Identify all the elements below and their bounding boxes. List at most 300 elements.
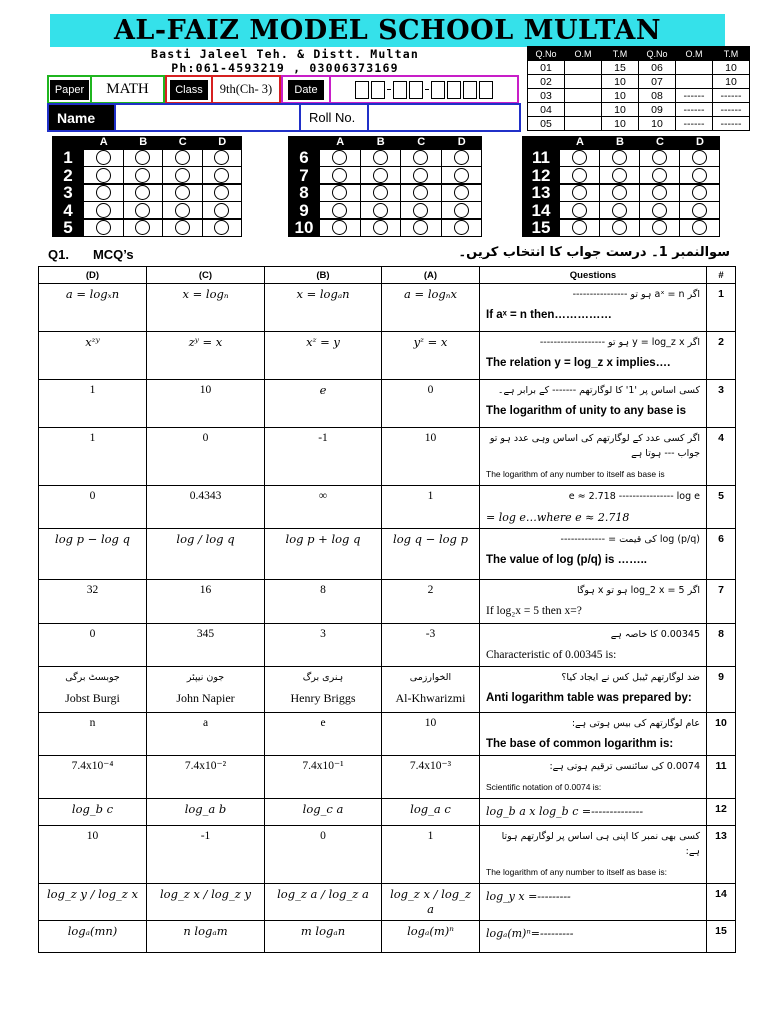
mcq-row	[39, 799, 736, 826]
mcq-question	[480, 486, 707, 529]
marks-cell: 10	[602, 103, 639, 117]
answer-bubble-cell	[320, 185, 360, 201]
mcq-number: 6	[707, 529, 736, 580]
mcq-option-d: log p − log q	[39, 529, 147, 580]
mcq-number: 3	[707, 380, 736, 428]
marks-cell[interactable]	[565, 103, 602, 117]
answer-bubble-cell	[600, 150, 639, 166]
answer-bubble[interactable]	[373, 185, 388, 200]
answer-bubble-cell	[680, 202, 719, 218]
marks-qno-cell: 10	[639, 117, 676, 131]
roll-field[interactable]	[369, 105, 519, 130]
marks-cell[interactable]	[565, 117, 602, 131]
answer-bubble-cell	[124, 202, 163, 218]
answer-bubble[interactable]	[214, 220, 229, 235]
mcq-option-c: -1	[147, 826, 265, 884]
answer-bubble-cell	[600, 202, 639, 218]
mcq-question	[480, 428, 707, 486]
answer-bubble-cell	[163, 220, 202, 236]
mcq-number: 1	[707, 284, 736, 332]
mcq-question-urdu: اگر aˣ = n ہو تو ----------------	[572, 289, 700, 300]
answer-bubble-cell	[84, 220, 123, 236]
mcq-question-urdu: 0.00345 کا خاصہ ہے	[610, 629, 700, 640]
bubble-row	[288, 184, 482, 202]
mcq-option-c: zʸ = x	[147, 332, 265, 380]
mcq-option-b: log_z a / log_z a	[265, 884, 382, 921]
bubble-letter: C	[656, 136, 664, 148]
mcq-option-b: 7.4x10⁻¹	[265, 756, 382, 799]
answer-bubble[interactable]	[652, 220, 667, 235]
marks-cell[interactable]: ------	[676, 117, 713, 131]
answer-bubble-cell	[401, 167, 441, 183]
answer-bubble[interactable]	[652, 150, 667, 165]
answer-bubble-cell	[401, 185, 441, 201]
mcq-row	[39, 884, 736, 921]
mcq-option-a: 1	[382, 826, 480, 884]
mcq-option-c: a	[147, 713, 265, 756]
bubble-letter: A	[99, 136, 108, 148]
mcq-question-english: logₐ(m)ⁿ=---------	[486, 927, 574, 940]
answer-bubble[interactable]	[692, 203, 707, 218]
answer-bubble[interactable]	[96, 168, 111, 183]
section-number: Q1.	[48, 247, 69, 262]
answer-bubble[interactable]	[413, 185, 428, 200]
mcq-option-b: 3	[265, 624, 382, 667]
bubble-letter: C	[178, 136, 187, 148]
mcq-option-d: 0	[39, 486, 147, 529]
marks-header-cell: Q.No	[639, 47, 676, 61]
bubble-question-number: 1	[63, 148, 73, 168]
mcq-question-english: The logarithm of any number to itself as base is	[486, 469, 665, 479]
answer-bubble[interactable]	[332, 150, 347, 165]
marks-qno-cell: 09	[639, 103, 676, 117]
marks-cell: ------	[713, 103, 750, 117]
bubble-row	[522, 167, 720, 185]
mcq-question-english: The logarithm of any number to itself as base is:	[486, 867, 667, 877]
mcq-option-d: 1	[39, 380, 147, 428]
answer-bubble-cell	[203, 150, 242, 166]
answer-bubble[interactable]	[135, 220, 150, 235]
bubble-row	[288, 219, 482, 237]
answer-bubble[interactable]	[214, 150, 229, 165]
bubble-letter: D	[696, 136, 704, 148]
marks-header-cell: O.M	[565, 47, 602, 61]
bubble-row	[52, 184, 242, 202]
answer-bubble-cell	[320, 150, 360, 166]
section-title	[48, 247, 134, 262]
answer-bubble-cell	[442, 167, 482, 183]
bubble-letter: B	[376, 136, 385, 148]
bubble-question-number: 3	[63, 183, 73, 203]
mcq-option-c: 0.4343	[147, 486, 265, 529]
answer-bubble-cell	[124, 167, 163, 183]
answer-bubble[interactable]	[572, 185, 587, 200]
name-label: Name	[49, 105, 114, 130]
answer-bubble[interactable]	[454, 203, 469, 218]
mcq-option-c: 345	[147, 624, 265, 667]
answer-bubble[interactable]	[135, 168, 150, 183]
mcq-option-a: logₐ(m)ⁿ	[382, 921, 480, 953]
bubble-row	[522, 184, 720, 202]
answer-bubble-cell	[320, 220, 360, 236]
date-field[interactable]	[331, 75, 519, 104]
marks-qno-cell: 07	[639, 75, 676, 89]
bubble-row	[288, 167, 482, 185]
answer-bubble[interactable]	[413, 150, 428, 165]
bubble-question-number: 13	[531, 183, 551, 203]
marks-cell[interactable]	[676, 75, 713, 89]
mcq-question-english: If log₂x = 5 then x=?	[486, 605, 582, 617]
answer-bubble-cell	[442, 220, 482, 236]
marks-table-row	[528, 89, 750, 103]
marks-table	[527, 46, 750, 131]
bubble-letter: D	[457, 136, 466, 148]
mcq-option-c: n logₐm	[147, 921, 265, 953]
mcq-option-a: 2	[382, 580, 480, 624]
bubble-header	[52, 136, 242, 149]
mcq-question-english: The base of common logarithm is:	[486, 738, 674, 750]
bubble-row	[522, 219, 720, 237]
mcq-number: 2	[707, 332, 736, 380]
mcq-option-b: x = logₐn	[265, 284, 382, 332]
mcq-option-c: 10	[147, 380, 265, 428]
answer-bubble[interactable]	[96, 185, 111, 200]
mcq-row	[39, 921, 736, 953]
answer-bubble-cell	[600, 167, 639, 183]
mcq-header-row	[39, 267, 736, 284]
answer-bubble[interactable]	[413, 203, 428, 218]
answer-bubble-cell	[124, 185, 163, 201]
answer-bubble[interactable]	[612, 220, 627, 235]
answer-bubble[interactable]	[454, 185, 469, 200]
answer-bubble-cell	[600, 185, 639, 201]
answer-bubble[interactable]	[214, 185, 229, 200]
mcq-number: 4	[707, 428, 736, 486]
answer-bubble[interactable]	[652, 168, 667, 183]
mcq-question-urdu: اگر کسی عدد کے لوگارتھم کی اساس وہی عدد ہو تو جواب --- ہوتا ہے	[489, 433, 700, 459]
answer-bubble[interactable]	[214, 203, 229, 218]
marks-header-cell: T.M	[713, 47, 750, 61]
mcq-table	[38, 266, 736, 953]
mcq-question-english: = log e…where e ≈ 2.718	[486, 511, 630, 524]
mcq-number: 9	[707, 667, 736, 713]
answer-bubble[interactable]	[175, 220, 190, 235]
mcq-option-d: log_b c	[39, 799, 147, 826]
mcq-option-a: 0	[382, 380, 480, 428]
mcq-option-b: -1	[265, 428, 382, 486]
marks-qno-cell: 08	[639, 89, 676, 103]
marks-cell[interactable]	[676, 61, 713, 75]
answer-bubble[interactable]	[135, 150, 150, 165]
mcq-question	[480, 380, 707, 428]
marks-cell: 10	[713, 61, 750, 75]
bubble-letter: A	[336, 136, 345, 148]
mcq-question	[480, 884, 707, 921]
answer-bubble[interactable]	[373, 150, 388, 165]
mcq-option-d: 10	[39, 826, 147, 884]
bubble-question-number: 2	[63, 165, 73, 185]
mcq-question-urdu: اگر y = log_z x ہو تو -------------------	[539, 337, 700, 348]
answer-bubble-cell	[560, 167, 599, 183]
mcq-question-urdu: عام لوگارتھم کی بیس ہوتی ہے:	[571, 718, 700, 729]
mcq-option-a: log_z x / log_z a	[382, 884, 480, 921]
date-label: Date	[288, 80, 323, 100]
school-address: Basti Jaleel Teh. & Distt. Multan	[150, 47, 420, 61]
bubble-row	[52, 202, 242, 220]
mcq-option-d: n	[39, 713, 147, 756]
answer-bubble-cell	[203, 220, 242, 236]
answer-bubble[interactable]	[96, 220, 111, 235]
marks-qno-cell: 05	[528, 117, 565, 131]
answer-bubble-cell	[442, 202, 482, 218]
answer-bubble[interactable]	[214, 168, 229, 183]
answer-bubble-cell	[401, 202, 441, 218]
marks-qno-cell: 06	[639, 61, 676, 75]
answer-bubble-cell	[203, 185, 242, 201]
bubble-letter: B	[139, 136, 148, 148]
mcq-option-c	[147, 667, 265, 713]
mcq-question-urdu: e ≈ 2.718 ---------------- log e	[568, 491, 700, 502]
answer-bubble[interactable]	[413, 220, 428, 235]
mcq-option-a: 10	[382, 713, 480, 756]
answer-bubble-cell	[680, 220, 719, 236]
mcq-question	[480, 332, 707, 380]
paper-label: Paper	[50, 80, 89, 100]
marks-qno-cell: 03	[528, 89, 565, 103]
marks-table-row	[528, 103, 750, 117]
mcq-row	[39, 826, 736, 884]
mcq-option-text: John Napier	[176, 691, 235, 705]
marks-cell: 10	[713, 75, 750, 89]
mcq-option-a	[382, 667, 480, 713]
answer-bubble-cell	[640, 150, 679, 166]
mcq-header-questions: Questions	[480, 267, 707, 284]
answer-bubble-cell	[163, 167, 202, 183]
mcq-option-text: Al-Khwarizmi	[395, 691, 466, 705]
name-field[interactable]	[114, 105, 299, 130]
bubble-row	[288, 202, 482, 220]
answer-bubble[interactable]	[96, 150, 111, 165]
mcq-row	[39, 713, 736, 756]
answer-bubble[interactable]	[572, 150, 587, 165]
mcq-row	[39, 380, 736, 428]
section-urdu-instruction: سوالنمبر 1۔ درست جواب کا انتخاب کریں۔	[458, 245, 730, 260]
mcq-question-urdu: کسی اساس پر '1' کا لوگارتھم ------- کے برابر ہے۔	[497, 385, 700, 396]
answer-bubble[interactable]	[175, 203, 190, 218]
answer-bubble-cell	[680, 167, 719, 183]
mcq-row	[39, 486, 736, 529]
answer-bubble[interactable]	[373, 168, 388, 183]
paper-info-row	[47, 75, 519, 104]
mcq-option-text: Jobst Burgi	[65, 691, 120, 705]
roll-label: Roll No.	[299, 105, 369, 130]
mcq-option-d: logₐ(mn)	[39, 921, 147, 953]
answer-bubble[interactable]	[612, 203, 627, 218]
mcq-option-b: log p + log q	[265, 529, 382, 580]
answer-bubble[interactable]	[332, 168, 347, 183]
mcq-question	[480, 799, 707, 826]
bubble-question-number: 5	[63, 218, 73, 238]
mcq-option-b: ∞	[265, 486, 382, 529]
marks-table-row	[528, 75, 750, 89]
mcq-option-c: log_z x / log_z y	[147, 884, 265, 921]
mcq-header-number: #	[707, 267, 736, 284]
marks-header-cell: T.M	[602, 47, 639, 61]
answer-bubble-cell	[640, 202, 679, 218]
mcq-option-text: Henry Briggs	[290, 691, 356, 705]
answer-bubble-cell	[401, 220, 441, 236]
marks-cell: 10	[602, 75, 639, 89]
answer-bubble[interactable]	[612, 150, 627, 165]
mcq-question	[480, 284, 707, 332]
mcq-header-a: (A)	[382, 267, 480, 284]
bubble-question-number: 14	[531, 200, 551, 220]
marks-cell[interactable]	[565, 75, 602, 89]
answer-bubble[interactable]	[96, 203, 111, 218]
answer-bubble-cell	[600, 220, 639, 236]
answer-bubble[interactable]	[612, 168, 627, 183]
answer-bubble-cell	[203, 167, 242, 183]
marks-cell: ------	[713, 89, 750, 103]
bubble-row	[52, 149, 242, 167]
answer-bubble[interactable]	[572, 203, 587, 218]
answer-bubble[interactable]	[373, 203, 388, 218]
mcq-option-b: 0	[265, 826, 382, 884]
mcq-option-d: xᶻʸ	[39, 332, 147, 380]
answer-bubble[interactable]	[175, 168, 190, 183]
marks-cell[interactable]	[565, 89, 602, 103]
mcq-question-urdu: کسی بھی نمبر کا اپنی ہی اساس پر لوگارتھم ہوتا ہے:	[501, 831, 700, 857]
answer-bubble[interactable]	[572, 168, 587, 183]
mcq-row	[39, 580, 736, 624]
answer-bubble[interactable]	[332, 185, 347, 200]
answer-bubble[interactable]	[572, 220, 587, 235]
mcq-option-d: 32	[39, 580, 147, 624]
mcq-option-c: x = logₙ	[147, 284, 265, 332]
answer-bubble[interactable]	[652, 185, 667, 200]
answer-bubble-cell	[84, 202, 123, 218]
bubble-sheet-1	[52, 136, 242, 237]
bubble-question-number: 15	[531, 218, 551, 238]
marks-header-cell: Q.No	[528, 47, 565, 61]
mcq-question	[480, 826, 707, 884]
answer-bubble[interactable]	[692, 150, 707, 165]
marks-cell[interactable]: ------	[676, 89, 713, 103]
marks-cell: 10	[602, 117, 639, 131]
bubble-letter: A	[576, 136, 584, 148]
answer-bubble-cell	[361, 150, 401, 166]
answer-bubble[interactable]	[454, 220, 469, 235]
marks-cell[interactable]: ------	[676, 103, 713, 117]
answer-bubble-cell	[680, 150, 719, 166]
answer-bubble-cell	[361, 220, 401, 236]
marks-cell[interactable]	[565, 61, 602, 75]
bubble-row	[288, 149, 482, 167]
mcq-option-b	[265, 667, 382, 713]
date-label-box	[281, 75, 331, 104]
answer-bubble[interactable]	[652, 203, 667, 218]
bubble-question-number: 10	[294, 218, 314, 238]
mcq-option-d: a = logₓn	[39, 284, 147, 332]
mcq-option-a: log q − log p	[382, 529, 480, 580]
answer-bubble[interactable]	[175, 185, 190, 200]
mcq-number: 13	[707, 826, 736, 884]
answer-bubble[interactable]	[692, 168, 707, 183]
answer-bubble-cell	[640, 220, 679, 236]
bubble-question-number: 8	[299, 183, 309, 203]
mcq-header-c: (C)	[147, 267, 265, 284]
marks-cell: ------	[713, 117, 750, 131]
answer-bubble-cell	[320, 202, 360, 218]
mcq-question-english: If aˣ = n then……………	[486, 309, 612, 321]
answer-bubble[interactable]	[413, 168, 428, 183]
answer-bubble-cell	[560, 220, 599, 236]
answer-bubble[interactable]	[373, 220, 388, 235]
mcq-row	[39, 667, 736, 713]
marks-cell: 15	[602, 61, 639, 75]
bubble-question-number: 7	[299, 165, 309, 185]
mcq-question	[480, 756, 707, 799]
answer-bubble[interactable]	[454, 150, 469, 165]
answer-bubble-cell	[163, 150, 202, 166]
bubble-question-number: 6	[299, 148, 309, 168]
answer-bubble[interactable]	[175, 150, 190, 165]
mcq-question-urdu: 0.0074 کی سائنسی ترقیم ہوتی ہے:	[549, 761, 700, 772]
answer-bubble-cell	[84, 150, 123, 166]
answer-bubble-cell	[124, 150, 163, 166]
answer-bubble[interactable]	[135, 185, 150, 200]
mcq-option-c: 0	[147, 428, 265, 486]
bubble-sheet-2	[288, 136, 482, 237]
mcq-question-urdu: log (p/q) کی قیمت = -------------	[560, 534, 700, 545]
bubble-letter: B	[616, 136, 624, 148]
answer-bubble[interactable]	[135, 203, 150, 218]
answer-bubble[interactable]	[332, 220, 347, 235]
mcq-option-urdu: الخوارزمی	[409, 672, 452, 683]
mcq-option-a: 1	[382, 486, 480, 529]
mcq-question	[480, 529, 707, 580]
mcq-row	[39, 624, 736, 667]
mcq-question	[480, 624, 707, 667]
mcq-option-a: 7.4x10⁻³	[382, 756, 480, 799]
mcq-option-urdu: ہنری برگ	[302, 672, 344, 683]
mcq-option-c: log_a b	[147, 799, 265, 826]
marks-qno-cell: 04	[528, 103, 565, 117]
answer-bubble[interactable]	[692, 185, 707, 200]
marks-table-row	[528, 117, 750, 131]
mcq-header-b: (B)	[265, 267, 382, 284]
mcq-option-b: e	[265, 713, 382, 756]
paper-value: MATH	[92, 75, 165, 104]
mcq-row	[39, 428, 736, 486]
mcq-number: 7	[707, 580, 736, 624]
bubble-row	[52, 219, 242, 237]
answer-bubble-cell	[680, 185, 719, 201]
bubble-row	[522, 149, 720, 167]
bubble-question-number: 4	[63, 200, 73, 220]
mcq-number: 11	[707, 756, 736, 799]
mcq-option-d: 7.4x10⁻⁴	[39, 756, 147, 799]
answer-bubble[interactable]	[612, 185, 627, 200]
mcq-question-english: log_b a x log_b c =--------------	[486, 805, 644, 818]
mcq-option-d	[39, 667, 147, 713]
mcq-option-b: 8	[265, 580, 382, 624]
answer-bubble[interactable]	[692, 220, 707, 235]
school-banner: AL-FAIZ MODEL SCHOOL MULTAN	[50, 14, 725, 47]
answer-bubble[interactable]	[454, 168, 469, 183]
answer-bubble[interactable]	[332, 203, 347, 218]
marks-cell: 10	[602, 89, 639, 103]
